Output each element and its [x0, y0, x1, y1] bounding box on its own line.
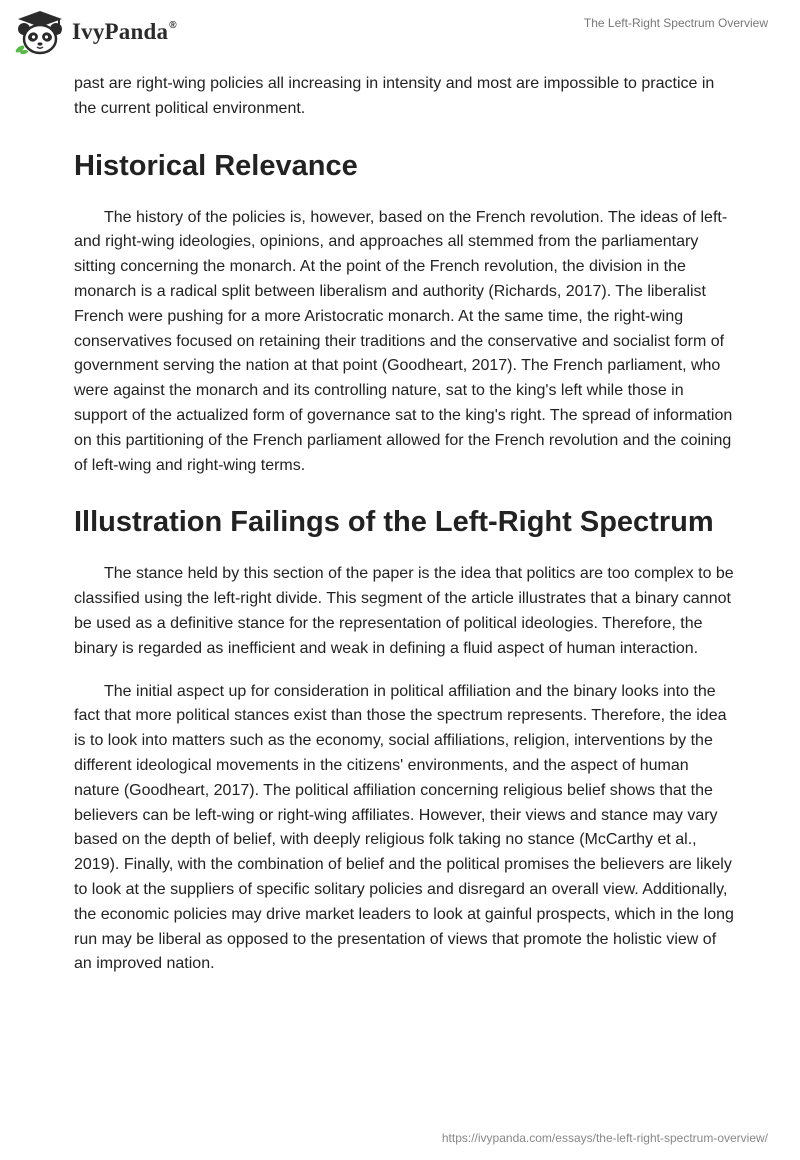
page-header — [0, 0, 800, 70]
source-url-link[interactable]: https://ivypanda.com/essays/the-left-right-spectrum-overview/ — [441, 1131, 768, 1145]
document-title: The Left-Right Spectrum Overview — [583, 16, 768, 30]
panda-mascot-icon — [14, 9, 66, 55]
body-paragraph: The stance held by this section of the paper is the idea that politics are too complex to be classified using the left-right divide. This segment of the article illustrates that a binary cannot be used as a definitive stance for the representation of political ideologies. Therefore, the binary is regarded as inefficient and weak in defining a fluid aspect of human interaction. — [74, 565, 734, 657]
body-paragraph: The history of the policies is, however, based on the French revolution. The ideas of left- and right-wing ideologies, opinions, and approaches all stemmed from the parliamentary sitting concerning the monarch. At the point of the French revolution, the division in the monarch is a radical split between liberalism and authority (Richards, 2017). The liberalist French were pushing for a more Aristocratic monarch. At the same time, the right-wing conservatives focused on retaining their traditions and the conservative and socialist form of government serving the nation at that point (Goodheart, 2017). The French parliament, who were against the monarch and its controlling nature, sat to the king's left while those in support of the actualized form of governance sat to the king's right. The spread of information on this partitioning of the French parliament allowed for the French revolution and the coining of left-wing and right-wing terms. — [74, 208, 733, 474]
section-heading-illustration-failings: Illustration Failings of the Left-Right Spectrum — [74, 506, 714, 539]
section-heading-historical-relevance: Historical Relevance — [74, 149, 358, 182]
logo-wordmark: IvyPanda® — [72, 19, 177, 44]
ivypanda-logo[interactable] — [14, 8, 177, 56]
continued-paragraph: past are right-wing policies all increasing in intensity and most are impossible to practice in the current political environment. — [74, 75, 715, 117]
body-paragraph: The initial aspect up for consideration in political affiliation and the binary looks into the fact that more political stances exist than those the spectrum represents. Therefore, the idea is to look into matters such as the economy, social affiliations, religion, interventions by the different ideological movements in the citizens' environments, and the aspect of human nature (Goodheart, 2017). The political affiliation concerning religious belief shows that the believers can be left-wing or right-wing affiliates. However, their views and stance may vary based on the depth of belief, with deeply religious folk taking no stance (McCarthy et al., 2019). Finally, with the combination of belief and the political promises the believers are likely to look at the suppliers of specific solitary policies and disregard an overall view. Additionally, the economic policies may drive market leaders to look at gainful prospects, which in the long run may be liberal as opposed to the presentation of views that promote the holistic view of an improved nation. — [74, 682, 734, 973]
essay-body — [74, 72, 734, 995]
